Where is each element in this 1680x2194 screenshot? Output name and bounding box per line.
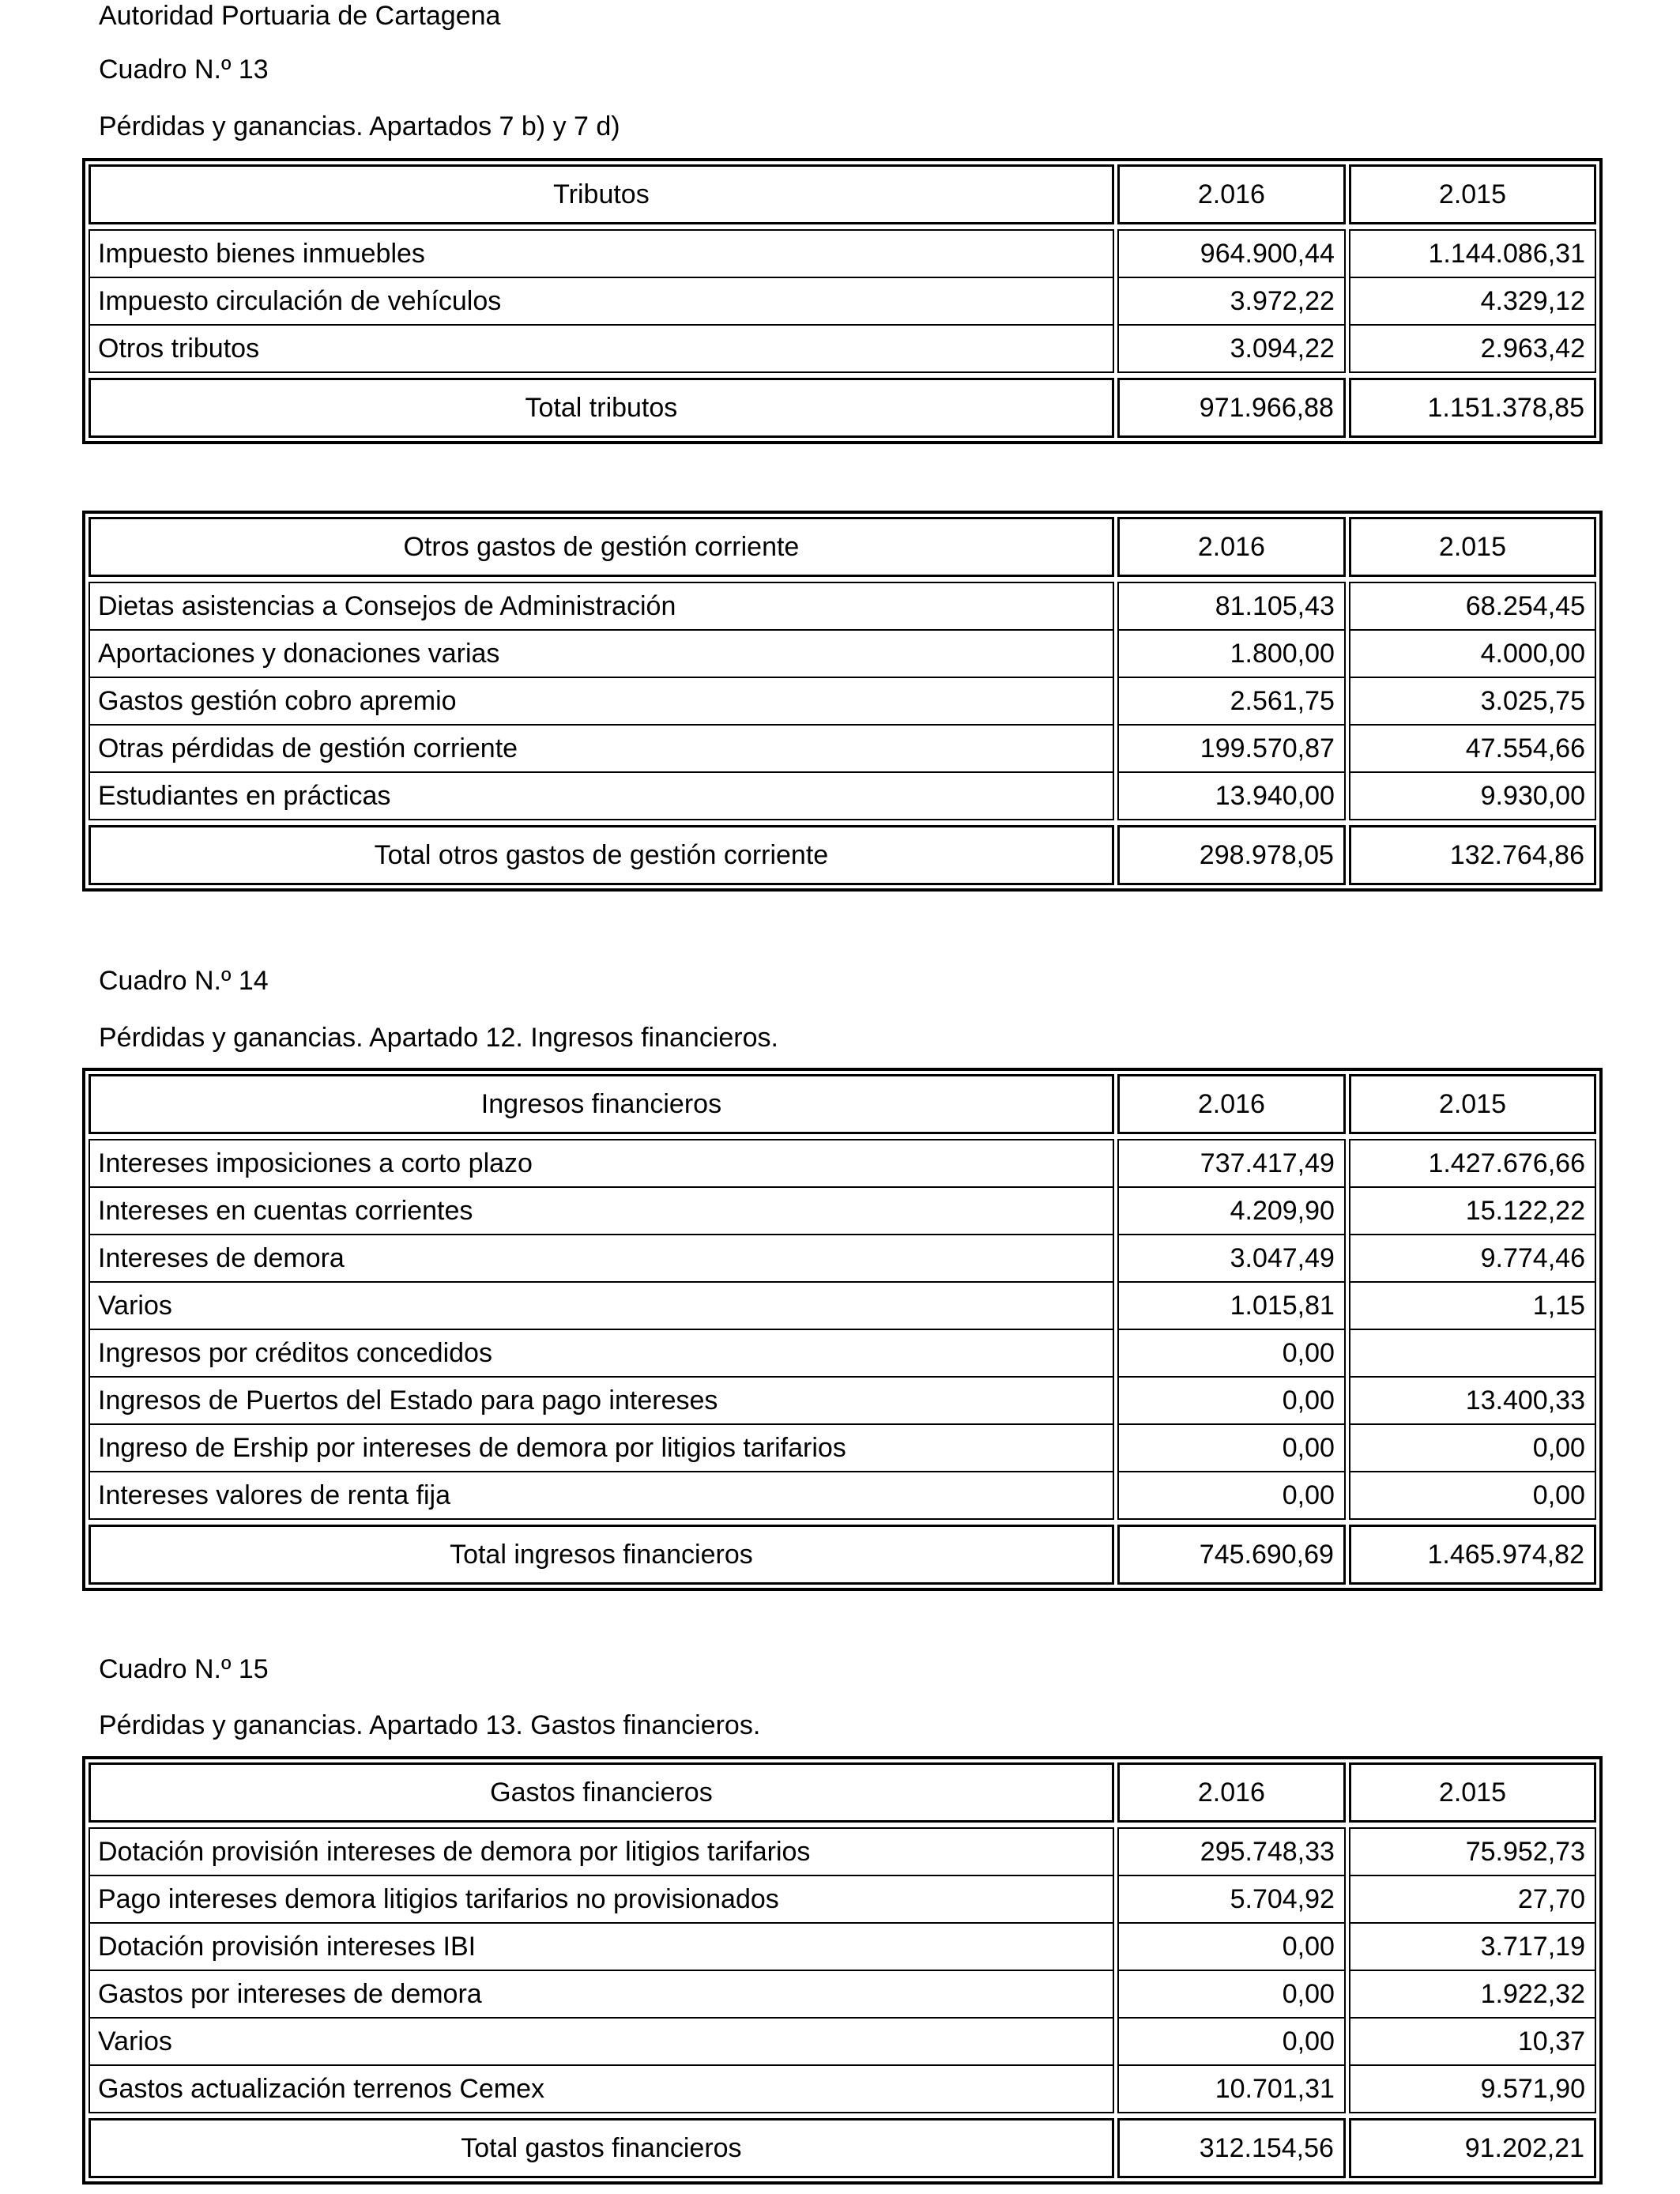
table-row xyxy=(85,773,1599,820)
table-row xyxy=(85,2066,1599,2113)
row-value: 9.774,46 xyxy=(1349,1234,1596,1283)
table-row xyxy=(85,631,1599,678)
row-value: 13.400,33 xyxy=(1349,1376,1596,1425)
row-value: 4.329,12 xyxy=(1349,277,1596,326)
total-label: Total tributos xyxy=(89,378,1114,438)
row-value: 10,37 xyxy=(1349,2017,1596,2066)
table-row xyxy=(85,1924,1599,1971)
row-value: 3.047,49 xyxy=(1117,1234,1346,1283)
column-header: Gastos financieros xyxy=(89,1762,1114,1823)
row-value: 1.800,00 xyxy=(1117,629,1346,678)
row-value: 27,70 xyxy=(1349,1875,1596,1924)
row-value: 0,00 xyxy=(1117,1970,1346,2019)
row-value: 295.748,33 xyxy=(1117,1827,1346,1876)
row-label: Ingresos por créditos concedidos xyxy=(89,1329,1114,1378)
table-row xyxy=(85,1188,1599,1235)
row-value: 10.701,31 xyxy=(1117,2064,1346,2113)
table-row xyxy=(85,326,1599,373)
row-value: 964.900,44 xyxy=(1117,229,1346,278)
table-row xyxy=(85,1330,1599,1378)
cuadro-14-subtitle: Pérdidas y ganancias. Apartado 12. Ingresos financieros. xyxy=(99,1023,778,1053)
otros-gastos-table xyxy=(82,511,1603,892)
total-value: 91.202,21 xyxy=(1349,2118,1596,2178)
row-label: Estudiantes en prácticas xyxy=(89,771,1114,820)
row-label: Intereses valores de renta fija xyxy=(89,1471,1114,1520)
row-label: Dotación provisión intereses de demora por litigios tarifarios xyxy=(89,1827,1114,1876)
table-row xyxy=(85,1971,1599,2019)
total-value: 1.465.974,82 xyxy=(1349,1525,1596,1585)
table-row xyxy=(85,229,1599,278)
column-header: 2.015 xyxy=(1349,164,1596,224)
row-value: 0,00 xyxy=(1117,1423,1346,1472)
row-label: Dietas asistencias a Consejos de Administración xyxy=(89,582,1114,631)
row-label: Varios xyxy=(89,2017,1114,2066)
cuadro-15-subtitle: Pérdidas y ganancias. Apartado 13. Gastos financieros. xyxy=(99,1710,761,1740)
column-header: 2.016 xyxy=(1117,1762,1346,1823)
row-value: 3.025,75 xyxy=(1349,677,1596,726)
row-value: 0,00 xyxy=(1117,1471,1346,1520)
table-row xyxy=(85,582,1599,631)
row-label: Intereses de demora xyxy=(89,1234,1114,1283)
column-header: 2.016 xyxy=(1117,164,1346,224)
row-value: 1.922,32 xyxy=(1349,1970,1596,2019)
column-header: 2.016 xyxy=(1117,517,1346,577)
column-header: 2.015 xyxy=(1349,517,1596,577)
row-label: Pago intereses demora litigios tarifarios no provisionados xyxy=(89,1875,1114,1924)
row-value: 4.000,00 xyxy=(1349,629,1596,678)
cuadro-14-label: Cuadro N.º 14 xyxy=(99,966,269,996)
table-row xyxy=(85,1235,1599,1283)
row-label: Otras pérdidas de gestión corriente xyxy=(89,724,1114,773)
total-value: 971.966,88 xyxy=(1117,378,1346,438)
row-value: 75.952,73 xyxy=(1349,1827,1596,1876)
column-header: Ingresos financieros xyxy=(89,1074,1114,1134)
table-row xyxy=(85,1139,1599,1188)
total-label: Total otros gastos de gestión corriente xyxy=(89,825,1114,885)
row-value: 0,00 xyxy=(1349,1423,1596,1472)
table-total-row xyxy=(85,825,1599,885)
table-row xyxy=(85,2019,1599,2066)
row-label: Dotación provisión intereses IBI xyxy=(89,1922,1114,1971)
row-label: Impuesto bienes inmuebles xyxy=(89,229,1114,278)
organization-name: Autoridad Portuaria de Cartagena xyxy=(99,1,501,31)
table-row xyxy=(85,1378,1599,1425)
column-header: 2.015 xyxy=(1349,1074,1596,1134)
table-row xyxy=(85,1876,1599,1924)
table-header-row xyxy=(85,1074,1599,1134)
table-row xyxy=(85,726,1599,773)
row-value: 9.571,90 xyxy=(1349,2064,1596,2113)
total-label: Total gastos financieros xyxy=(89,2118,1114,2178)
row-value: 3.717,19 xyxy=(1349,1922,1596,1971)
row-value: 4.209,90 xyxy=(1117,1186,1346,1235)
cuadro-13-label: Cuadro N.º 13 xyxy=(99,55,269,85)
table-row xyxy=(85,1827,1599,1876)
row-label: Gastos gestión cobro apremio xyxy=(89,677,1114,726)
row-label: Gastos por intereses de demora xyxy=(89,1970,1114,2019)
tributos-table xyxy=(82,158,1603,444)
table-total-row xyxy=(85,2118,1599,2178)
row-value: 2.963,42 xyxy=(1349,324,1596,373)
cuadro-13-subtitle: Pérdidas y ganancias. Apartados 7 b) y 7 d) xyxy=(99,111,620,141)
column-header: Otros gastos de gestión corriente xyxy=(89,517,1114,577)
row-value: 1.144.086,31 xyxy=(1349,229,1596,278)
total-value: 1.151.378,85 xyxy=(1349,378,1596,438)
row-label: Otros tributos xyxy=(89,324,1114,373)
table-row xyxy=(85,278,1599,326)
total-value: 745.690,69 xyxy=(1117,1525,1346,1585)
ingresos-financieros-table xyxy=(82,1068,1603,1591)
row-value: 47.554,66 xyxy=(1349,724,1596,773)
row-label: Intereses imposiciones a corto plazo xyxy=(89,1139,1114,1188)
total-value: 312.154,56 xyxy=(1117,2118,1346,2178)
row-value: 1.427.676,66 xyxy=(1349,1139,1596,1188)
table-row xyxy=(85,1472,1599,1520)
row-value: 1.015,81 xyxy=(1117,1281,1346,1330)
row-value: 81.105,43 xyxy=(1117,582,1346,631)
row-value: 0,00 xyxy=(1117,1922,1346,1971)
row-value: 1,15 xyxy=(1349,1281,1596,1330)
cuadro-15-label: Cuadro N.º 15 xyxy=(99,1654,269,1684)
row-value: 3.972,22 xyxy=(1117,277,1346,326)
row-label: Impuesto circulación de vehículos xyxy=(89,277,1114,326)
row-label: Varios xyxy=(89,1281,1114,1330)
row-value: 15.122,22 xyxy=(1349,1186,1596,1235)
row-label: Aportaciones y donaciones varias xyxy=(89,629,1114,678)
column-header: 2.016 xyxy=(1117,1074,1346,1134)
row-label: Ingresos de Puertos del Estado para pago intereses xyxy=(89,1376,1114,1425)
row-label: Intereses en cuentas corrientes xyxy=(89,1186,1114,1235)
table-row xyxy=(85,1425,1599,1472)
row-value: 5.704,92 xyxy=(1117,1875,1346,1924)
row-value: 13.940,00 xyxy=(1117,771,1346,820)
table-row xyxy=(85,678,1599,726)
column-header: 2.015 xyxy=(1349,1762,1596,1823)
table-total-row xyxy=(85,378,1599,438)
row-value xyxy=(1349,1329,1596,1378)
row-value: 3.094,22 xyxy=(1117,324,1346,373)
table-header-row xyxy=(85,517,1599,577)
row-value: 9.930,00 xyxy=(1349,771,1596,820)
table-total-row xyxy=(85,1525,1599,1585)
column-header: Tributos xyxy=(89,164,1114,224)
row-value: 0,00 xyxy=(1117,2017,1346,2066)
total-value: 298.978,05 xyxy=(1117,825,1346,885)
gastos-financieros-table xyxy=(82,1756,1603,2185)
table-header-row xyxy=(85,1762,1599,1823)
total-value: 132.764,86 xyxy=(1349,825,1596,885)
row-label: Ingreso de Ership por intereses de demora por litigios tarifarios xyxy=(89,1423,1114,1472)
row-label: Gastos actualización terrenos Cemex xyxy=(89,2064,1114,2113)
row-value: 0,00 xyxy=(1349,1471,1596,1520)
row-value: 0,00 xyxy=(1117,1329,1346,1378)
total-label: Total ingresos financieros xyxy=(89,1525,1114,1585)
table-row xyxy=(85,1283,1599,1330)
row-value: 199.570,87 xyxy=(1117,724,1346,773)
row-value: 2.561,75 xyxy=(1117,677,1346,726)
row-value: 68.254,45 xyxy=(1349,582,1596,631)
row-value: 737.417,49 xyxy=(1117,1139,1346,1188)
row-value: 0,00 xyxy=(1117,1376,1346,1425)
table-header-row xyxy=(85,164,1599,224)
